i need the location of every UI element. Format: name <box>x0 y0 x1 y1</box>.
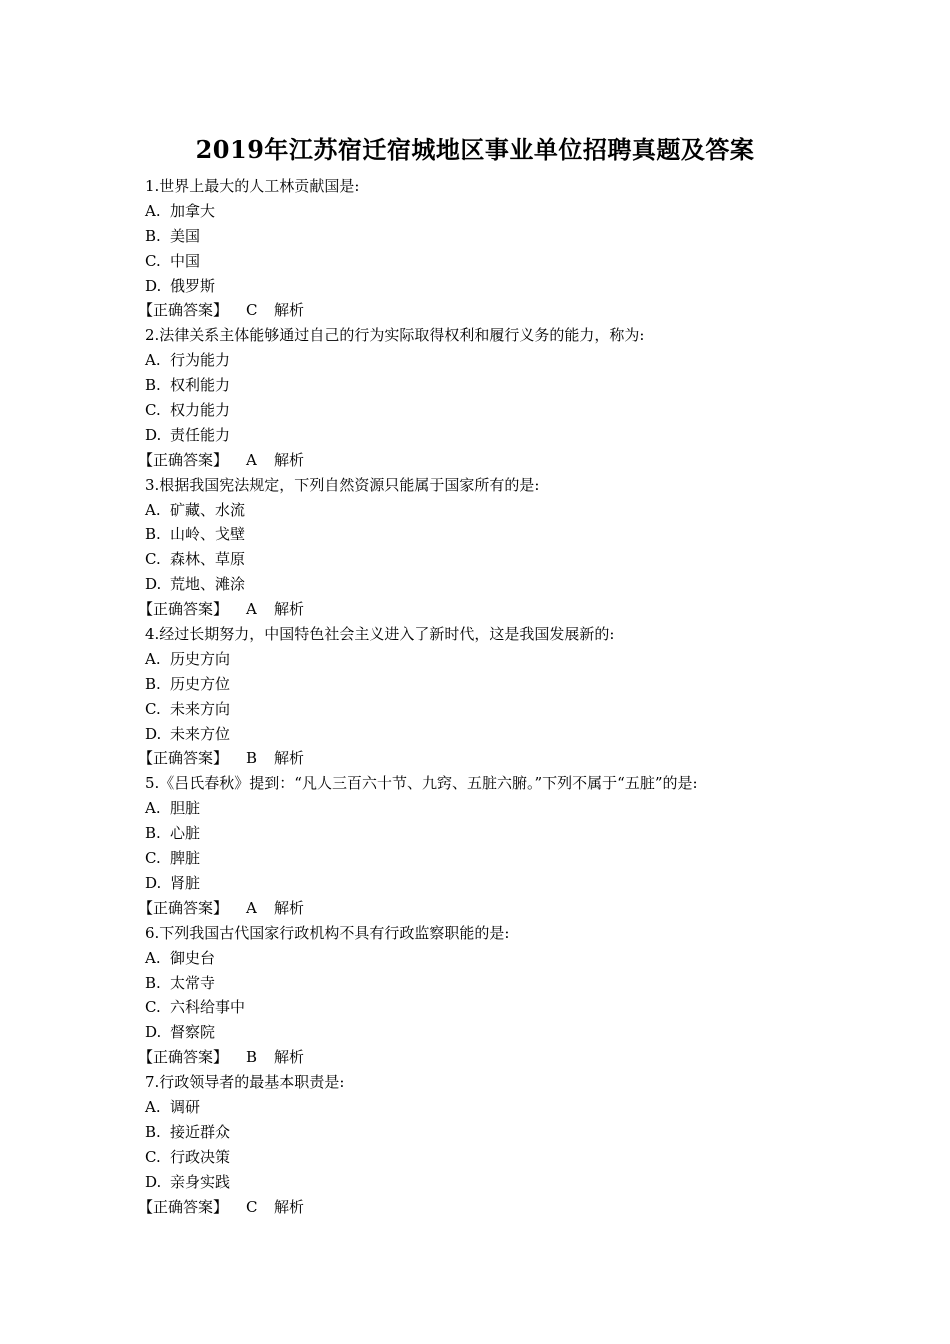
correct-answer-label: 【正确答案】 <box>138 1048 229 1067</box>
answer-option <box>145 995 845 1020</box>
correct-answer-value: A <box>246 450 257 469</box>
option-letter: C. <box>145 998 161 1017</box>
question-stem: 1.世界上最大的人工林贡献国是: <box>145 177 360 195</box>
explanation-label: 解析 <box>274 898 305 917</box>
option-text: 责任能力 <box>170 425 231 444</box>
option-text: 荒地、滩涂 <box>170 575 246 594</box>
option-text: 历史方向 <box>170 649 231 668</box>
option-text: 未来方位 <box>170 724 231 743</box>
option-text: 太常寺 <box>170 973 216 992</box>
correct-answer-line <box>138 1195 845 1220</box>
answer-option <box>145 423 845 448</box>
correct-answer-label: 【正确答案】 <box>138 898 229 917</box>
correct-answer-label: 【正确答案】 <box>138 749 229 768</box>
answer-option <box>145 647 845 672</box>
option-text: 御史台 <box>170 948 216 967</box>
option-letter: D. <box>145 425 162 444</box>
question-block <box>138 622 845 771</box>
question-block <box>138 921 845 1070</box>
option-letter: C. <box>145 550 161 569</box>
answer-option <box>145 522 845 547</box>
answer-option <box>145 672 845 697</box>
question-stem: 7.行政领导者的最基本职责是: <box>145 1073 345 1092</box>
question-stem: 3.根据我国宪法规定，下列自然资源只能属于国家所有的是: <box>145 475 540 494</box>
correct-answer-value: B <box>246 1048 258 1067</box>
option-letter: C. <box>145 401 161 420</box>
option-letter: B. <box>145 1122 161 1141</box>
answer-option <box>145 224 845 249</box>
option-letter: A. <box>145 649 161 668</box>
option-letter: B. <box>145 525 161 544</box>
correct-answer-value: A <box>246 600 257 619</box>
answer-option <box>145 697 845 722</box>
answer-option <box>145 1145 845 1170</box>
correct-answer-line <box>138 448 845 473</box>
option-text: 矿藏、水流 <box>170 500 246 519</box>
option-letter: A. <box>145 948 161 967</box>
question-stem: 2.法律关系主体能够通过自己的行为实际取得权利和履行义务的能力，称为: <box>145 326 645 345</box>
explanation-label: 解析 <box>274 301 305 320</box>
correct-answer-value: C <box>246 301 258 320</box>
explanation-label: 解析 <box>274 1048 305 1067</box>
option-text: 六科给事中 <box>170 998 246 1017</box>
answer-option <box>145 398 845 423</box>
option-letter: C. <box>145 251 161 270</box>
option-letter: D. <box>145 1172 162 1191</box>
answer-option <box>145 971 845 996</box>
option-letter: D. <box>145 1023 162 1042</box>
answer-option <box>145 846 845 871</box>
option-letter: D. <box>145 724 162 743</box>
answer-option <box>145 946 845 971</box>
option-letter: A. <box>145 799 161 818</box>
option-letter: C. <box>145 1147 161 1166</box>
option-text: 督察院 <box>170 1023 216 1042</box>
option-text: 胆脏 <box>170 799 201 818</box>
option-text: 森林、草原 <box>170 550 246 569</box>
option-text: 肾脏 <box>170 873 201 892</box>
correct-answer-label: 【正确答案】 <box>138 1197 229 1216</box>
correct-answer-value: A <box>246 898 257 917</box>
correct-answer-line <box>138 896 845 921</box>
answer-option <box>145 249 845 274</box>
option-text: 山岭、戈壁 <box>170 525 246 544</box>
question-block <box>138 771 845 920</box>
option-letter: B. <box>145 376 161 395</box>
answer-option <box>145 722 845 747</box>
option-text: 历史方位 <box>170 674 231 693</box>
option-letter: C. <box>145 699 161 718</box>
answer-option <box>145 547 845 572</box>
option-letter: B. <box>145 824 161 843</box>
option-letter: A. <box>145 201 161 220</box>
answer-option <box>145 199 845 224</box>
option-text: 脾脏 <box>170 849 201 868</box>
correct-answer-line <box>138 1045 845 1070</box>
explanation-label: 解析 <box>274 749 305 768</box>
option-text: 调研 <box>170 1097 201 1116</box>
answer-option <box>145 274 845 299</box>
option-letter: D. <box>145 276 162 295</box>
option-letter: B. <box>145 674 161 693</box>
option-letter: A. <box>145 351 161 370</box>
option-letter: A. <box>145 500 161 519</box>
answer-option <box>145 796 845 821</box>
answer-option <box>145 1170 845 1195</box>
question-stem: 4.经过长期努力，中国特色社会主义进入了新时代，这是我国发展新的: <box>145 625 615 644</box>
document-title: 2019年江苏宿迁宿城地区事业单位招聘真题及答案 <box>195 135 755 164</box>
option-letter: B. <box>145 226 161 245</box>
option-letter: D. <box>145 873 162 892</box>
answer-option <box>145 1020 845 1045</box>
question-block <box>138 473 845 622</box>
correct-answer-line <box>138 298 845 323</box>
answer-option <box>145 498 845 523</box>
answer-option <box>145 572 845 597</box>
option-text: 权力能力 <box>170 401 231 420</box>
option-text: 心脏 <box>170 824 201 843</box>
explanation-label: 解析 <box>274 600 305 619</box>
option-text: 美国 <box>170 226 201 245</box>
question-list <box>138 174 845 1219</box>
option-text: 加拿大 <box>170 201 216 220</box>
option-letter: B. <box>145 973 161 992</box>
option-text: 权利能力 <box>170 376 231 395</box>
explanation-label: 解析 <box>274 1197 305 1216</box>
question-block <box>138 174 845 323</box>
option-letter: A. <box>145 1097 161 1116</box>
option-text: 亲身实践 <box>170 1172 231 1191</box>
answer-option <box>145 1120 845 1145</box>
correct-answer-line <box>138 746 845 771</box>
answer-option <box>145 821 845 846</box>
answer-option <box>145 1095 845 1120</box>
correct-answer-label: 【正确答案】 <box>138 301 229 320</box>
option-letter: C. <box>145 849 161 868</box>
option-text: 接近群众 <box>170 1122 231 1141</box>
question-block <box>138 323 845 472</box>
correct-answer-value: C <box>246 1197 258 1216</box>
explanation-label: 解析 <box>274 450 305 469</box>
option-text: 中国 <box>170 251 201 270</box>
option-letter: D. <box>145 575 162 594</box>
answer-option <box>145 871 845 896</box>
correct-answer-value: B <box>246 749 258 768</box>
answer-option <box>145 348 845 373</box>
question-block <box>138 1070 845 1219</box>
option-text: 未来方向 <box>170 699 231 718</box>
question-stem: 5.《吕氏春秋》提到：“凡人三百六十节、九窍、五脏六腑。”下列不属于“五脏”的是: <box>145 774 698 793</box>
option-text: 行政决策 <box>170 1147 231 1166</box>
correct-answer-line <box>138 597 845 622</box>
question-stem: 6.下列我国古代国家行政机构不具有行政监察职能的是: <box>145 923 510 942</box>
option-text: 行为能力 <box>170 351 231 370</box>
correct-answer-label: 【正确答案】 <box>138 600 229 619</box>
answer-option <box>145 373 845 398</box>
correct-answer-label: 【正确答案】 <box>138 450 229 469</box>
option-text: 俄罗斯 <box>170 276 216 295</box>
